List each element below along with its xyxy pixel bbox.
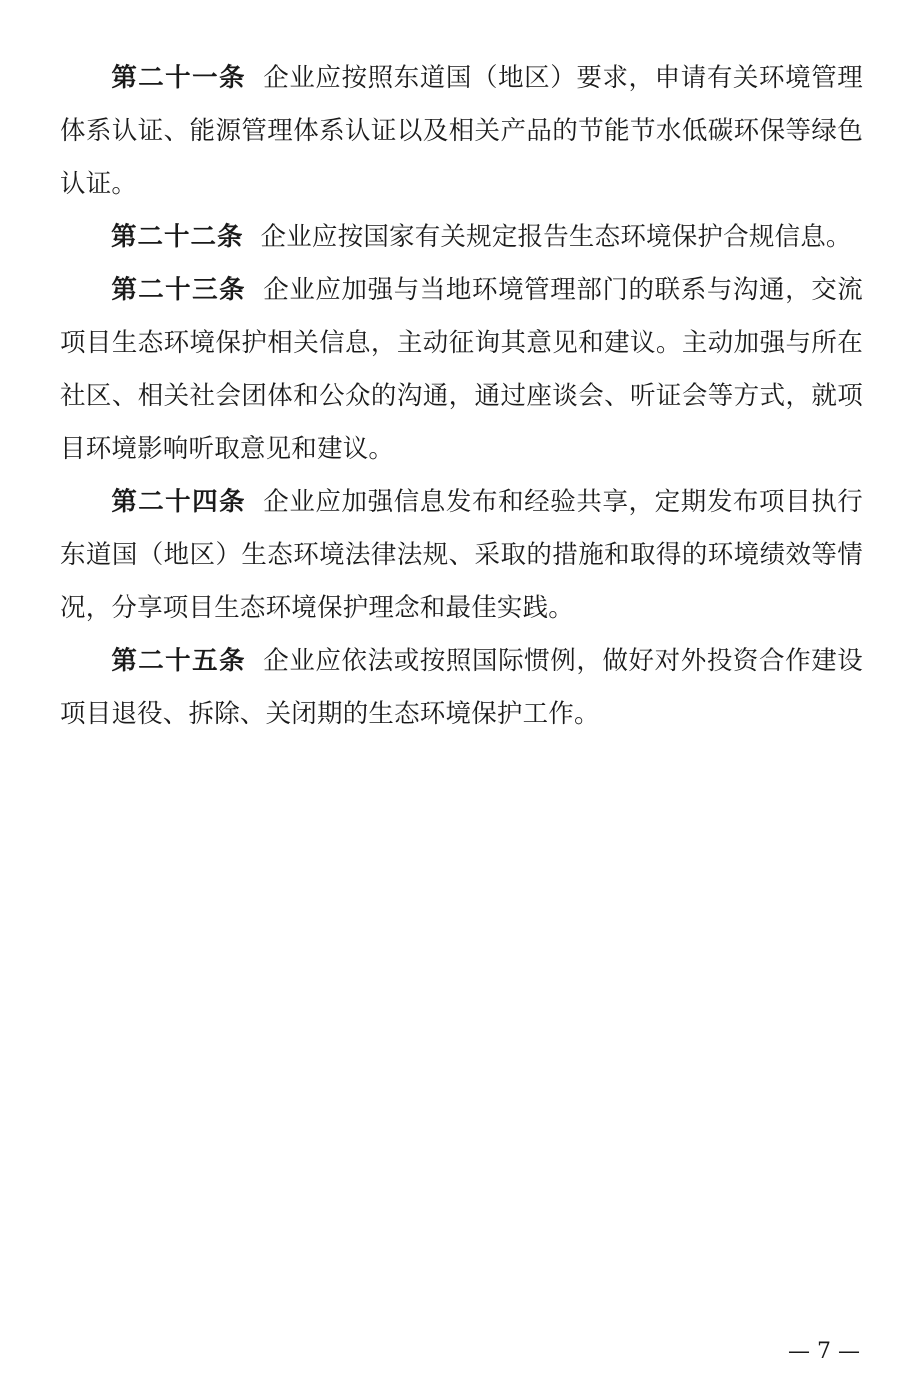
page-number: 7 bbox=[817, 1339, 834, 1364]
article-paragraph bbox=[60, 264, 863, 476]
document-body bbox=[60, 52, 863, 741]
article-text: 企业应加强与当地环境管理部门的联系与沟通，交流项目生态环境保护相关信息，主动征询其意见和建议。主动加强与所在社区、相关社会团体和公众的沟通，通过座谈会、听证会等方式，就项目环境影响听取意见和建议。 bbox=[60, 275, 863, 464]
article-paragraph bbox=[60, 635, 863, 741]
article-paragraph bbox=[60, 211, 863, 264]
article-label: 第二十二条 bbox=[111, 222, 244, 252]
article-text: 企业应依法或按照国际惯例，做好对外投资合作建设项目退役、拆除、关闭期的生态环境保护工作。 bbox=[60, 646, 863, 729]
page-footer bbox=[0, 1339, 863, 1364]
article-text: 企业应按国家有关规定报告生态环境保护合规信息。 bbox=[260, 222, 852, 252]
article-label: 第二十四条 bbox=[111, 487, 246, 517]
article-text: 企业应按照东道国（地区）要求，申请有关环境管理体系认证、能源管理体系认证以及相关产品的节能节水低碳环保等绿色认证。 bbox=[60, 63, 863, 199]
article-text: 企业应加强信息发布和经验共享，定期发布项目执行东道国（地区）生态环境法律法规、采取的措施和取得的环境绩效等情况，分享项目生态环境保护理念和最佳实践。 bbox=[60, 487, 863, 623]
footer-dash-left: — bbox=[788, 1339, 813, 1364]
article-label: 第二十五条 bbox=[111, 646, 246, 676]
footer-dash-right: — bbox=[838, 1339, 863, 1364]
article-paragraph bbox=[60, 52, 863, 211]
article-label: 第二十一条 bbox=[111, 63, 246, 93]
article-label: 第二十三条 bbox=[111, 275, 246, 305]
article-paragraph bbox=[60, 476, 863, 635]
